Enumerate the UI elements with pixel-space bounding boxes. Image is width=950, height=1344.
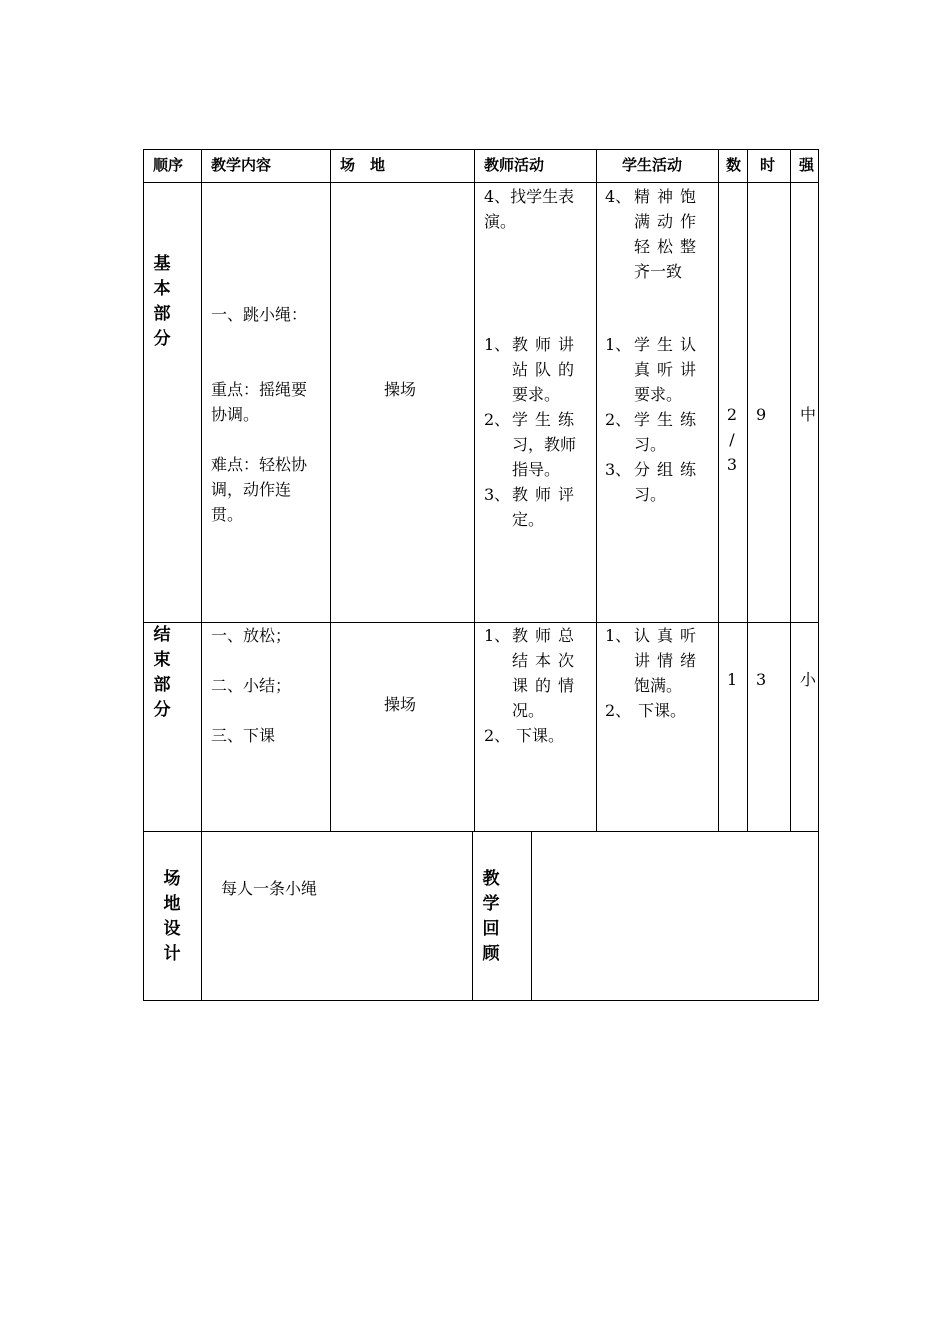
ending-teacher-step-2-num: 2、 [484,726,511,745]
time-ending: 3 [756,670,767,689]
student-activity-top: 精神饱 满动作 轻松整 齐一致 [634,187,704,281]
teaching-review-label: 教 学 回 顾 [482,869,500,964]
count-ending: 1 [727,670,738,689]
teacher-activity-top: 4、找学生表 演。 [484,187,575,231]
footer-divider-2 [531,831,532,1001]
venue-ending: 操场 [384,695,417,714]
header-teacher: 教师活动 [484,156,545,174]
ending-item-relax: 一、放松； [211,626,292,645]
col-divider-2 [330,149,331,832]
ending-item-summary: 二、小结； [211,676,292,695]
student-step-3: 分组练 习。 [634,460,704,504]
table-border-bottom [143,1000,819,1001]
teacher-step-1-num: 1、 [484,335,511,354]
teacher-step-2: 学生练 习，教师 指导。 [512,410,582,479]
teacher-step-1: 教师讲 站队的 要求。 [512,335,582,404]
table-border-right [818,149,819,1001]
ending-teacher-step-1: 教师总 结本次 课的情 况。 [512,626,582,720]
difficulty-point: 难点：轻松协 调，动作连 贯。 [211,455,308,524]
intensity-ending: 小 [800,670,817,689]
col-divider-3 [474,149,475,832]
student-step-3-num: 3、 [605,460,632,479]
teacher-step-3-num: 3、 [484,485,511,504]
venue-design-label: 场 地 设 计 [163,869,181,964]
ending-student-step-2-num: 2、 [605,701,632,720]
student-step-4-num: 4、 [605,187,632,206]
ending-teacher-step-2: 下课。 [516,726,565,745]
student-step-1-num: 1、 [605,335,632,354]
student-step-1: 学生认 真听讲 要求。 [634,335,704,404]
venue-basic: 操场 [384,380,417,399]
header-time: 时 [760,156,776,174]
header-venue: 场 地 [340,156,386,174]
ending-item-dismiss: 三、下课 [211,726,276,745]
col-divider-7 [790,149,791,832]
ending-teacher-step-1-num: 1、 [484,626,511,645]
col-divider-6 [747,149,748,832]
header-count: 数 [726,156,742,174]
content-title-jump-rope: 一、跳小绳： [211,305,308,324]
ending-student-step-2: 下课。 [638,701,687,720]
teacher-step-2-num: 2、 [484,410,511,429]
section-label-ending: 结 束 部 分 [153,625,171,720]
time-basic: 9 [756,405,767,424]
header-student: 学生活动 [622,156,683,174]
table-border-left [143,149,144,1001]
student-step-2: 学生练 习。 [634,410,704,454]
footer-divider-1 [472,831,473,1001]
header-order: 顺序 [153,156,184,174]
intensity-basic: 中 [800,405,817,424]
col-divider-1 [201,149,202,1001]
header-intensity: 强 [799,156,815,174]
col-divider-5 [718,149,719,832]
count-basic: 2 / 3 [726,405,738,474]
venue-design-text: 每人一条小绳 [221,879,318,898]
teacher-step-3: 教师评 定。 [512,485,582,529]
ending-student-step-1-num: 1、 [605,626,632,645]
ending-student-step-1: 认真听 讲情绪 饱满。 [634,626,704,695]
col-divider-4 [596,149,597,832]
key-point: 重点：摇绳要 协调。 [211,380,308,424]
student-step-2-num: 2、 [605,410,632,429]
header-content: 教学内容 [211,156,272,174]
section-label-basic: 基 本 部 分 [153,254,171,349]
